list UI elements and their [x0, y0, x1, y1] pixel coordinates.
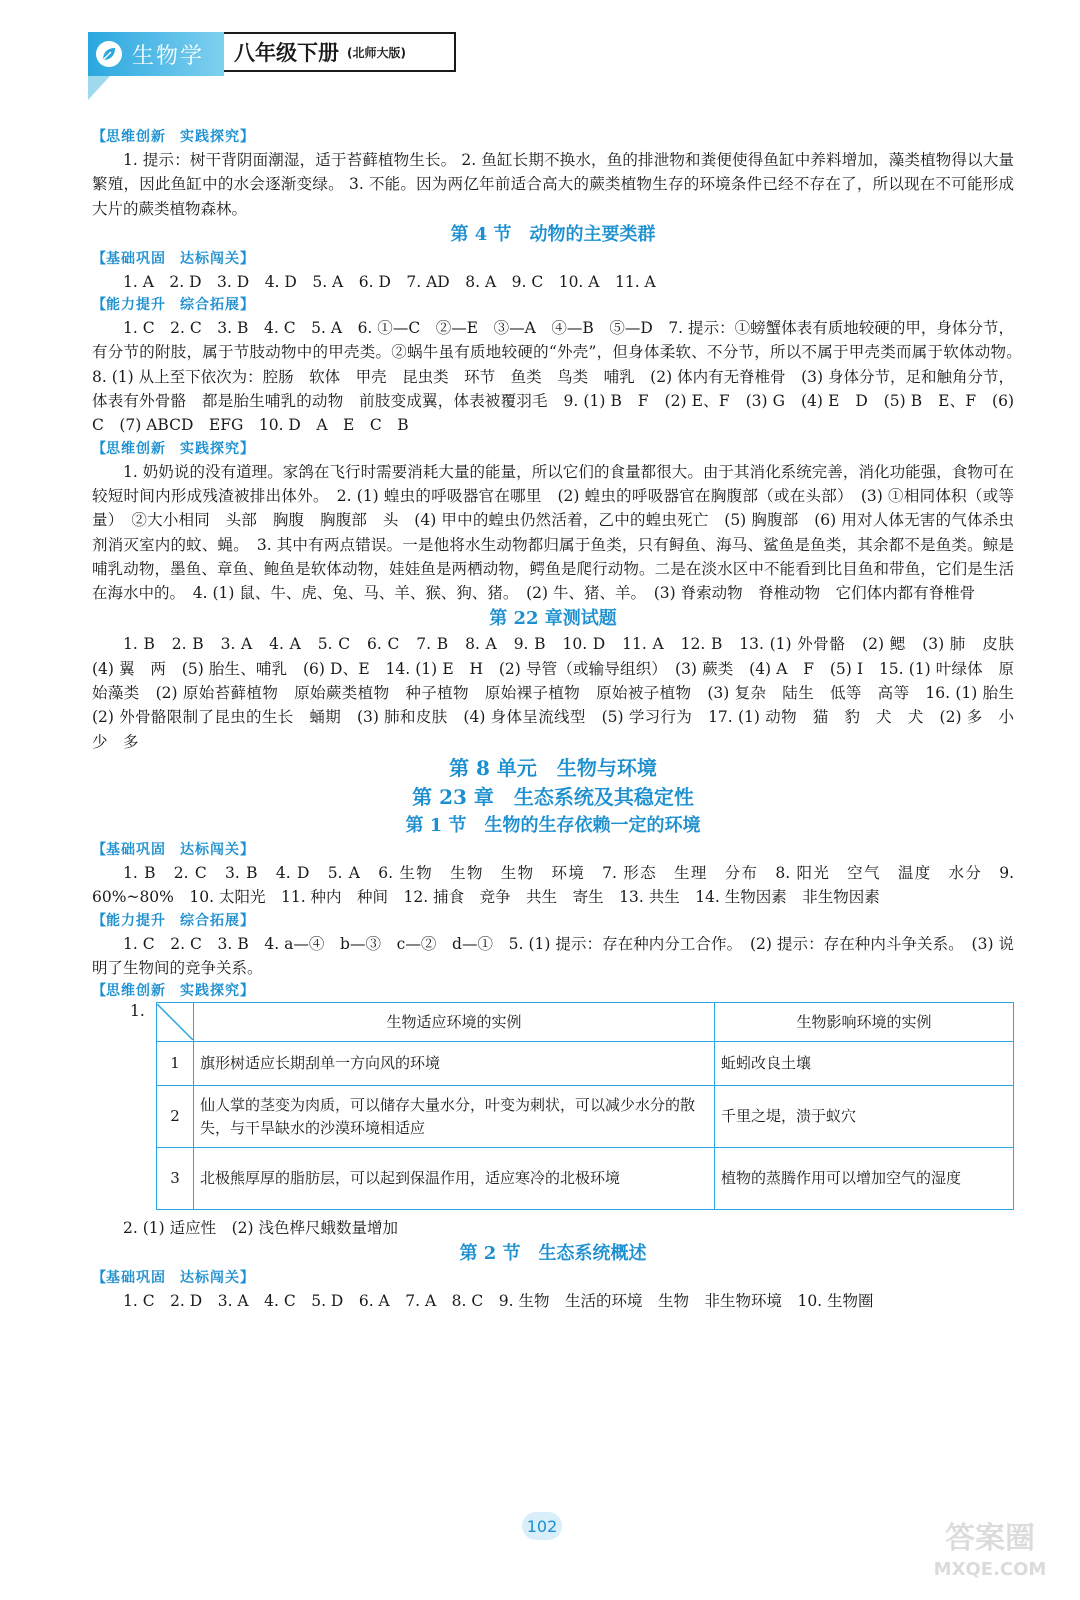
table-row	[157, 1042, 1014, 1086]
sec1-nengli-text: 1. C 2. C 3. B 4. a—④ b—③ c—② d—① 5. (1) 提示：存在种内分工合作。 (2) 提示：存在种内斗争关系。 (3) 说明了生物间的竞争关系。	[92, 934, 1014, 977]
page-number: 102	[522, 1512, 562, 1540]
section2-title: 第 2 节 生态系统概述	[459, 1243, 647, 1265]
section-tag-siwei: 【思维创新 实践探究】	[92, 983, 254, 1000]
section1-title: 第 1 节 生物的生存依赖一定的环境	[405, 814, 701, 836]
watermark-text: 答案圈	[945, 1521, 1035, 1556]
answer-content	[92, 126, 1030, 1314]
examples-table-wrap	[92, 1002, 1014, 1210]
section-tag-siwei: 【思维创新 实践探究】	[92, 129, 254, 145]
row-adapt-example: 仙人掌的茎变为肉质，可以储存大量水分，叶变为刺状，可以减少水分的散失，与干旱缺水的沙漠环境相适应	[194, 1086, 715, 1148]
sec4-siwei-text: 1. 奶奶说的没有道理。家鸽在飞行时需要消耗大量的能量，所以它们的食量都很大。由于其消化系统完善，消化功能强，食物可在较短时间内形成残渣被排出体外。 2. (1) 蝗虫的呼吸器官在哪里 (2) 蝗虫的呼吸器官在胸腹部（或在头部） (3) ①相同体积（或等量） ②大小相同 头部 胸腹 胸腹部 头 (4) 甲中的蝗虫仍然活着，乙中的蝗虫死亡 (5) 胸腹部 (6) 用对人体无害的气体杀虫剂消灭室内的蚊、蝇。 3. 其中有两点错误。一是他将水生动物都归属于鱼类，只有鲟鱼、海马、鲨鱼是鱼类，其余都不是鱼类。鲸是哺乳动物，墨鱼、章鱼、鲍鱼是软体动物，娃娃鱼是两栖动物，鳄鱼是爬行动物。二是在淡水区中不能看到比目鱼和带鱼，它们是生活在海水中的。 4. (1) 鼠、牛、虎、兔、马、羊、猴、狗、猪。 (2) 牛、猪、羊。 (3) 脊索动物 脊椎动物 它们体内都有脊椎骨	[92, 462, 1014, 603]
row-adapt-example: 北极熊厚厚的脂肪层，可以起到保温作用，适应寒冷的北极环境	[194, 1148, 715, 1210]
sec1-after-text: 2. (1) 适应性 (2) 浅色桦尺蛾数量增加	[123, 1219, 398, 1238]
grade-box	[224, 32, 456, 72]
header-fold-decoration	[88, 76, 110, 100]
chapter23-title: 第 23 章 生态系统及其稳定性	[412, 784, 694, 809]
row-number: 3	[157, 1148, 194, 1210]
chapter22-test-title: 第 22 章测试题	[489, 608, 617, 630]
edition-label: (北师大版)	[347, 45, 406, 60]
table-row	[157, 1148, 1014, 1210]
row-influence-example: 蚯蚓改良土壤	[715, 1042, 1014, 1086]
grade-title: 八年级下册	[234, 41, 339, 65]
table-header-row	[157, 1003, 1014, 1042]
table-item-label: 1.	[130, 1002, 145, 1021]
row-adapt-example: 旗形树适应长期刮单一方向风的环境	[194, 1042, 715, 1086]
page-header	[88, 32, 468, 100]
section-tag-jichu: 【基础巩固 达标闯关】	[92, 841, 254, 858]
section-tag-nengli: 【能力提升 综合拓展】	[92, 297, 254, 314]
examples-table	[156, 1002, 1014, 1210]
header-influence: 生物影响环境的实例	[715, 1003, 1014, 1042]
sec1-jichu-text: 1. B 2. C 3. B 4. D 5. A 6. 生物 生物 生物 环境 7. 形态 生理 分布 8. 阳光 空气 温度 水分 9. 60%~80% 10. 太阳光 11. 种内 种间 12. 捕食 竞争 共生 寄生 13. 共生 14. 生物因素 非生物因素	[92, 863, 1014, 907]
section-title-4: 第 4 节 动物的主要类群	[450, 223, 656, 245]
row-influence-example: 千里之堤，溃于蚁穴	[715, 1086, 1014, 1148]
unit8-title: 第 8 单元 生物与环境	[449, 755, 657, 780]
table-row	[157, 1086, 1014, 1148]
header-adapt: 生物适应环境的实例	[194, 1003, 715, 1042]
subject-banner	[88, 32, 224, 76]
section-tag-siwei: 【思维创新 实践探究】	[92, 440, 254, 457]
s1-siwei-text: 1. 提示：树干背阴面潮湿，适于苔藓植物生长。 2. 鱼缸长期不换水，鱼的排泄物和粪便使得鱼缸中养料增加，藻类植物得以大量繁殖，因此鱼缸中的水会逐渐变绿。 3. 不能。因为两亿年前适合高大的蕨类植物生存的环境条件已经不存在了，所以现在不可能形成大片的蕨类植物森林。	[92, 151, 1014, 218]
row-influence-example: 植物的蒸腾作用可以增加空气的湿度	[715, 1148, 1014, 1210]
watermark-logo	[920, 1520, 1060, 1590]
sec2-jichu-text: 1. C 2. D 3. A 4. C 5. D 6. A 7. A 8. C 9. 生物 生活的环境 生物 非生物环境 10. 生物圈	[123, 1292, 874, 1311]
section-tag-jichu: 【基础巩固 达标闯关】	[92, 1270, 254, 1287]
watermark-url: MXQE.COM	[933, 1559, 1047, 1580]
leaf-icon	[96, 41, 122, 67]
diagonal-cell	[157, 1003, 194, 1042]
row-number: 2	[157, 1086, 194, 1148]
section-tag-nengli: 【能力提升 综合拓展】	[92, 912, 254, 929]
section-tag-jichu: 【基础巩固 达标闯关】	[92, 250, 254, 267]
sec4-jichu-text: 1. A 2. D 3. D 4. D 5. A 6. D 7. AD 8. A 9. C 10. A 11. A	[123, 272, 656, 291]
sec4-nengli-text: 1. C 2. C 3. B 4. C 5. A 6. ①—C ②—E ③—A ④—B ⑤—D 7. 提示：①螃蟹体表有质地较硬的甲，身体分节，有分节的附肢，属于节肢动物中的甲壳类。②蜗牛虽有质地较硬的“外壳”，但身体柔软、不分节，所以不属于甲壳类而属于软体动物。 8. (1) 从上至下依次为：腔肠 软体 甲壳 昆虫类 环节 鱼类 鸟类 哺乳 (2) 体内有无脊椎骨 (3) 身体分节，足和触角分节，体表有外骨骼 都是胎生哺乳的动物 前肢变成翼，体表被覆羽毛 9. (1) B F (2) E、F (3) G (4) E D (5) B E、F (6) C (7) ABCD EFG 10. D A E C B	[92, 319, 1030, 435]
row-number: 1	[157, 1042, 194, 1086]
subject-title: 生物学	[132, 43, 205, 69]
ch22-answers-text: 1. B 2. B 3. A 4. A 5. C 6. C 7. B 8. A 9. B 10. D 11. A 12. B 13. (1) 外骨骼 (2) 鳃 (3) 肺 皮肤 (4) 翼 两 (5) 胎生、哺乳 (6) D、E 14. (1) E H (2) 导管（或输导组织） (3) 蕨类 (4) A F (5) I 15. (1) 叶绿体 原始藻类 (2) 原始苔藓植物 原始蕨类植物 种子植物 原始裸子植物 原始被子植物 (3) 复杂 陆生 低等 高等 16. (1) 胎生 (2) 外骨骼限制了昆虫的生长 蛹期 (3) 肺和皮肤 (4) 身体呈流线型 (5) 学习行为 17. (1) 动物 猫 豹 犬 犬 (2) 多 小 少 多	[92, 635, 1030, 751]
